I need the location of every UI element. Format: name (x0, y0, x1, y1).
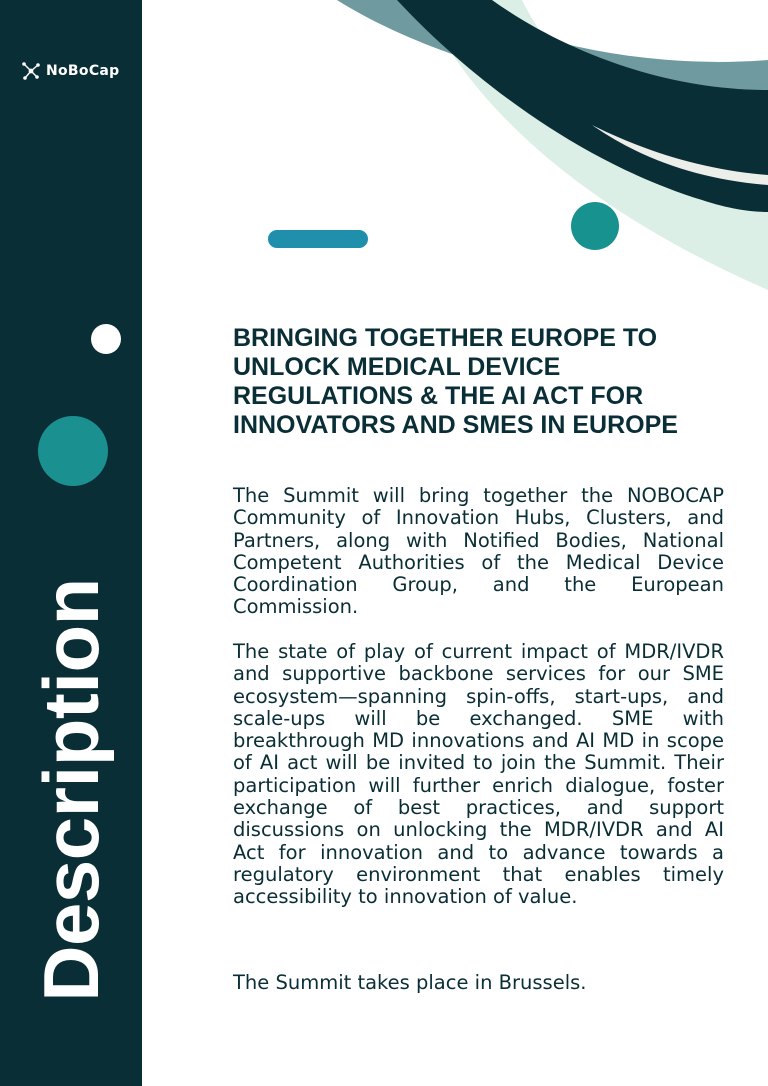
decorative-teal-circle (38, 416, 108, 486)
sidebar-panel (0, 0, 142, 1086)
molecule-icon (20, 60, 42, 82)
decorative-pill (268, 230, 368, 248)
decorative-white-dot (91, 324, 121, 354)
vertical-section-title: Description (27, 578, 115, 1002)
paragraph-2: The state of play of current impact of MDR/IVDR and supportive backbone services for our SME ecosystem—spanning spin-offs, start-ups, and scale-ups will be exchanged. SME with breakthrough MD innovations and AI MD in scope of AI act will be invited to join the Summit. Their participation will further enrich dialogue, foster exchange of best practices, and support discussions on unlocking the MDR/IVDR and AI Act for innovation and to advance towards a regulatory environment that enables timely accessibility to innovation of value. (233, 640, 724, 909)
logo-text: NoBoCap (46, 63, 120, 79)
decorative-waves (142, 0, 768, 300)
nobocap-logo (20, 58, 119, 84)
paragraph-3: The Summit takes place in Brussels. (233, 971, 587, 994)
page-heading: BRINGING TOGETHER EUROPE TO UNLOCK MEDICAL DEVICE REGULATIONS & THE AI ACT FOR INNOVATORS AND SMES IN EUROPE (233, 324, 678, 439)
decorative-teal-dot (571, 202, 619, 250)
paragraph-1: The Summit will bring together the NOBOCAP Community of Innovation Hubs, Clusters, and Partners, along with Notified Bodies, National Competent Authorities of the Medical Device Coordination Group, and the European Commission. (233, 484, 724, 619)
